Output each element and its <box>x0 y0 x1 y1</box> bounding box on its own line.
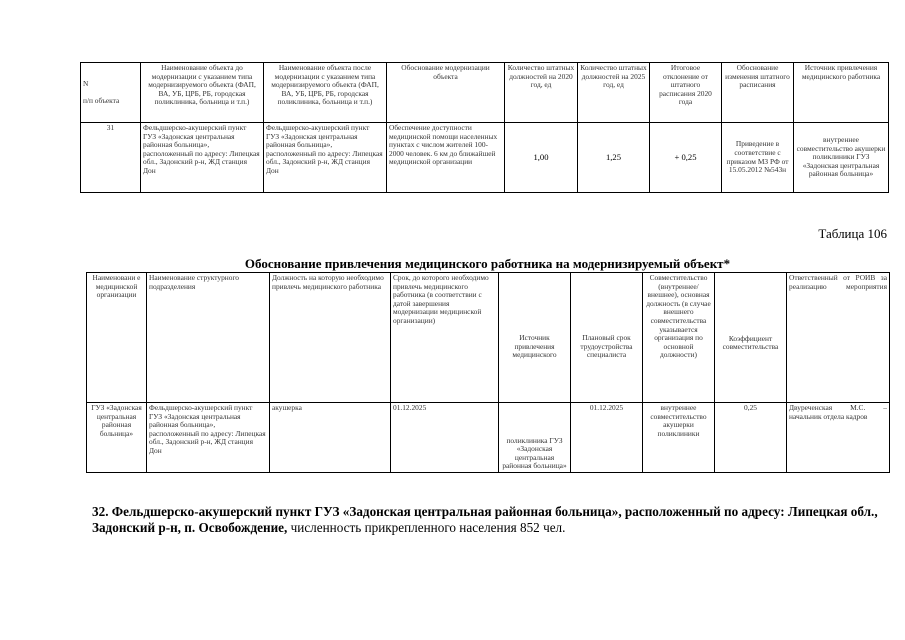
staff-deviation: + 0,25 <box>650 123 722 193</box>
object-after: Фельдшерско-акушерский пункт ГУЗ «Задонская центральная районная больница», расположенный по адресу: Липецкая обл., Задонский р-н, ЖД станция Дон <box>264 123 387 193</box>
header-cell: Наименование структурного подразделения <box>147 273 270 403</box>
modernization-table <box>80 62 889 193</box>
header-cell: Источник привлечения медицинского <box>499 273 571 403</box>
header-cell: Наименование объекта после модернизации с указанием типа модернизируемого объекта (ФАП, ВА, УБ, ЦРБ, РБ, городская поликлиника, больница и т.п.) <box>264 63 387 123</box>
employment-date: 01.12.2025 <box>571 403 643 473</box>
paragraph-text: численность прикрепленного населения 852 чел. <box>287 520 566 535</box>
structural-unit: Фельдшерско-акушерский пункт ГУЗ «Задонская центральная районная больница», расположенный по адресу: Липецкая обл., Задонский р-н, ЖД станция Дон <box>147 403 270 473</box>
table-header-row <box>87 273 890 403</box>
header-cell: Должность на которую необходимо привлечь медицинского работника <box>270 273 391 403</box>
header-cell: Итоговое отклонение от штатного расписания 2020 года <box>650 63 722 123</box>
header-cell: Срок, до которого необходимо привлечь медицинского работника (в соответствии с датой завершения модернизации медицинской организации) <box>391 273 499 403</box>
table-row <box>81 123 889 193</box>
table-number: Таблица 106 <box>818 226 887 241</box>
deadline: 01.12.2025 <box>391 403 499 473</box>
staffing-table <box>86 272 890 473</box>
part-time-ratio: 0,25 <box>715 403 787 473</box>
header-cell: Коэффициент совместительства <box>715 273 787 403</box>
header-cell: Источник привлечения медицинского работника <box>794 63 889 123</box>
table-header-row <box>81 63 889 123</box>
header-cell: Ответственный от РОИВ за реализацию мероприятия <box>787 273 890 403</box>
header-cell: Количество штатных должностей на 2025 год, ед <box>578 63 650 123</box>
header-cell: N п/п объекта <box>81 63 141 123</box>
header-cell: Количество штатных должностей на 2020 год, ед <box>505 63 578 123</box>
part-time-type: внутреннее совместительство акушерки поликлиники <box>643 403 715 473</box>
section-paragraph <box>92 504 888 536</box>
position: акушерка <box>270 403 391 473</box>
table-row <box>87 403 890 473</box>
header-cell: Плановый срок трудоустройства специалиста <box>571 273 643 403</box>
paragraph-heading: 32. Фельдшерско-акушерский пункт ГУЗ «Задонская центральная районная больница», расположенный по адресу: Липецкая обл., Задонский р-н, п. Освобождение, <box>92 504 878 535</box>
worker-source: внутреннее совместительство акушерки поликлиники ГУЗ «Задонская центральная районная больница» <box>794 123 889 193</box>
organization-name: ГУЗ «Задонская центральная районная больница» <box>87 403 147 473</box>
table-title: Обоснование привлечения медицинского работника на модернизируемый объект* <box>244 256 731 271</box>
header-cell: Наименование объекта до модернизации с указанием типа модернизируемого объекта (ФАП, ВА, УБ, ЦРБ, РБ, городская поликлиника, больница и т.п.) <box>141 63 264 123</box>
header-cell: Обоснование модернизации объекта <box>387 63 505 123</box>
staff-2020: 1,00 <box>505 123 578 193</box>
modernization-reason: Обеспечение доступности медицинской помощи населенных пунктах с числом жителей 100-2000 человек. 6 км до ближайшей медицинской организации <box>387 123 505 193</box>
header-cell: Совместительство (внутреннее/внешнее), основная должность (в случае внешнего совместительства указывается организация по основной должности) <box>643 273 715 403</box>
header-cell: Обоснование изменения штатного расписания <box>722 63 794 123</box>
responsible-person: Двуреченская М.С. – начальник отдела кадров <box>787 403 890 473</box>
header-cell: Наименовани е медицинской организации <box>87 273 147 403</box>
object-before: Фельдшерско-акушерский пункт ГУЗ «Задонская центральная районная больница», расположенный по адресу: Липецкая обл., Задонский р-н, ЖД станция Дон <box>141 123 264 193</box>
staff-2025: 1,25 <box>578 123 650 193</box>
staff-change-reason: Приведение в соответствие с приказом МЗ РФ от 15.05.2012 №543н <box>722 123 794 193</box>
worker-source: поликлиника ГУЗ «Задонская центральная районная больница» <box>499 403 571 473</box>
row-number: 31 <box>81 123 141 193</box>
